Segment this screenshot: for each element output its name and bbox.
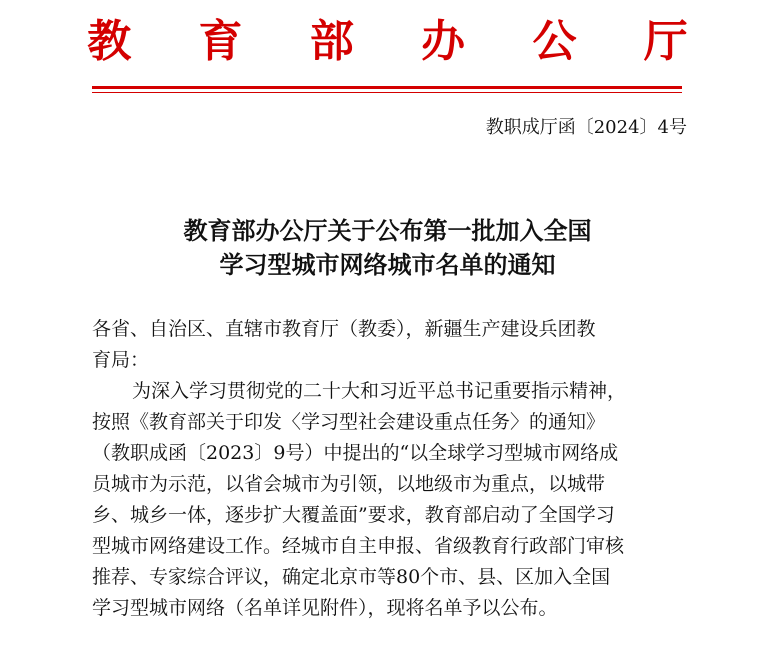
letterhead-title: 教 育 部 办 公 厅 xyxy=(87,16,714,67)
paragraph-line: 学习型城市网络（名单详见附件），现将名单予以公布。 xyxy=(92,597,558,619)
paragraph-line: 按照《教育部关于印发〈学习型社会建设重点任务〉的通知》 xyxy=(92,411,606,433)
addressee-line-1: 各省、自治区、直辖市教育厅（教委），新疆生产建设兵团教 xyxy=(92,318,596,340)
paragraph-line: 为深入学习贯彻党的二十大和习近平总书记重要指示精神， xyxy=(132,380,627,402)
paragraph-line: 型城市网络建设工作。经城市自主申报、省级教育行政部门审核 xyxy=(92,535,625,557)
document-title-line-2: 学习型城市网络城市名单的通知 xyxy=(219,251,556,279)
document-number: 教职成厅函〔2024〕4号 xyxy=(485,117,687,138)
letterhead-red-rule-thick xyxy=(92,86,682,89)
document-title-line-1: 教育部办公厅关于公布第一批加入全国 xyxy=(183,217,592,245)
paragraph-line: 员城市为示范，以省会城市为引领，以地级市为重点，以城带 xyxy=(92,473,606,495)
document-title xyxy=(0,214,775,282)
document-body xyxy=(92,314,692,624)
paragraph-line: （教职成函〔2023〕9号）中提出的“以全球学习型城市网络成 xyxy=(92,442,619,464)
paragraph-line: 乡、城乡一体，逐步扩大覆盖面”要求，教育部启动了全国学习 xyxy=(92,504,615,526)
paragraph-line: 推荐、专家综合评议，确定北京市等80个市、县、区加入全国 xyxy=(92,566,611,588)
addressee-line-2: 育局： xyxy=(92,349,150,371)
letterhead-red-rule-thin xyxy=(92,92,682,93)
